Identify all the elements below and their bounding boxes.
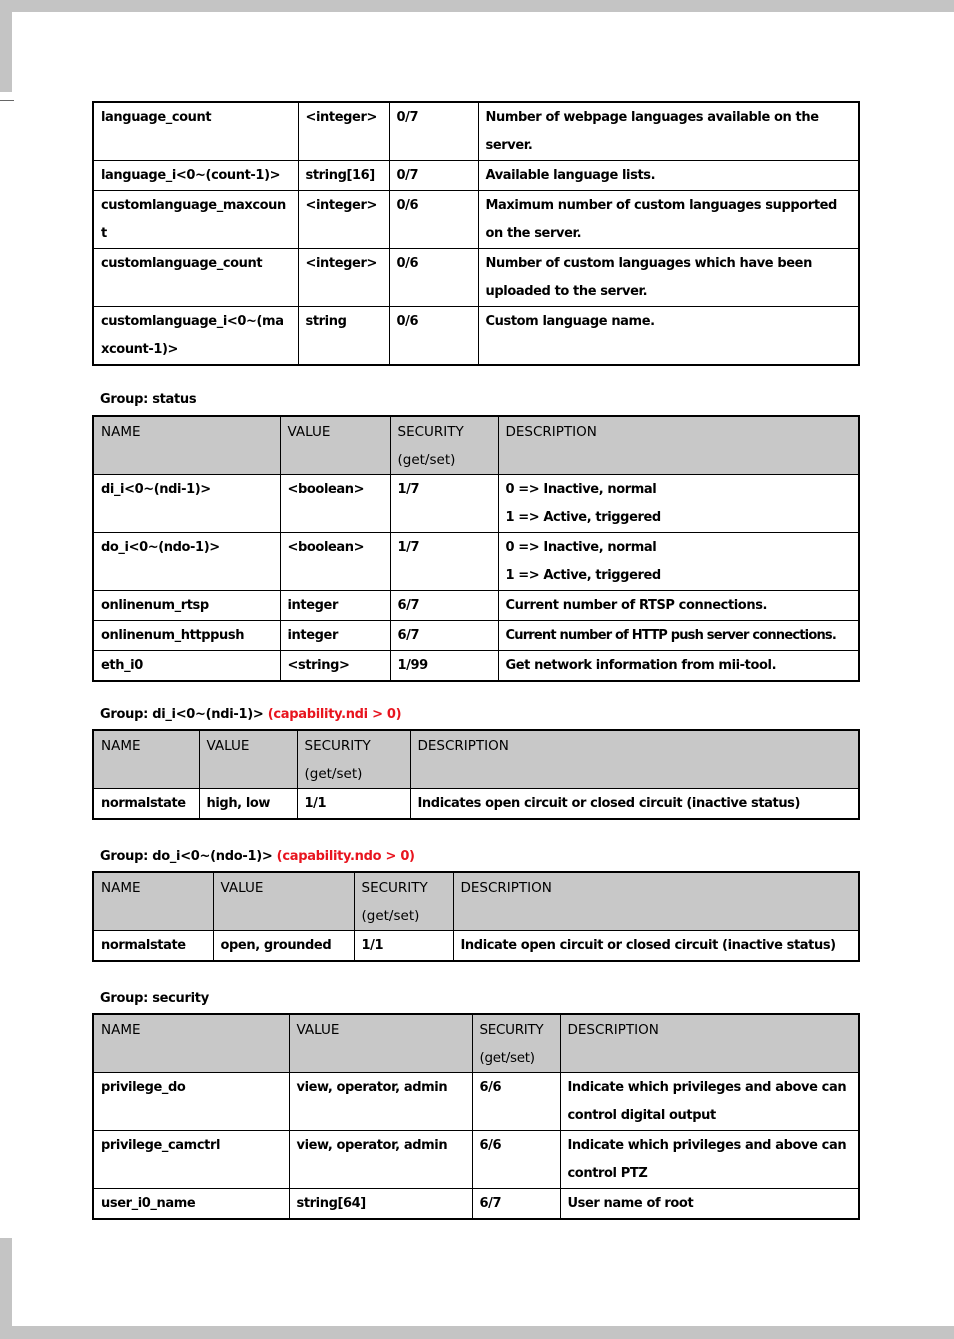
header-name: NAME	[93, 730, 199, 789]
group-do-title	[100, 848, 415, 866]
desc-line: 0 => Inactive, normal	[505, 540, 657, 555]
group-di-capability: (capability.ndi > 0)	[267, 707, 402, 722]
group-status-table	[92, 415, 860, 682]
header-value: VALUE	[213, 872, 354, 931]
group-security-title: Group: security	[100, 991, 209, 1006]
page-frame-left-top	[0, 0, 12, 92]
param-value: open, grounded	[213, 931, 354, 962]
param-security: 1/99	[390, 651, 498, 682]
table-row	[93, 651, 859, 682]
header-security-label: SECURITY	[304, 738, 371, 754]
param-name: onlinenum_rtsp	[93, 591, 280, 621]
page-frame-top	[0, 0, 954, 12]
page-frame-bottom	[0, 1326, 954, 1339]
desc-line: 1 => Active, triggered	[505, 510, 661, 525]
param-security: 6/7	[472, 1189, 560, 1220]
param-description: Get network information from mii-tool.	[498, 651, 859, 682]
table-header-row	[93, 416, 859, 475]
param-name: customlanguage_i<0~(maxcount-1)>	[93, 307, 298, 366]
param-description: Maximum number of custom languages supported on the server.	[478, 191, 859, 249]
param-security: 0/6	[389, 307, 478, 366]
param-security: 0/7	[389, 161, 478, 191]
param-security: 0/7	[389, 102, 478, 161]
param-description	[498, 475, 859, 533]
group-di-title	[100, 706, 401, 724]
table-row	[93, 102, 859, 161]
param-value: <integer>	[298, 102, 389, 161]
param-name: privilege_do	[93, 1073, 289, 1131]
param-security: 6/6	[472, 1073, 560, 1131]
header-value: VALUE	[280, 416, 390, 475]
table-row	[93, 161, 859, 191]
header-security	[472, 1014, 560, 1073]
table-row	[93, 621, 859, 651]
table-row	[93, 533, 859, 591]
param-security: 1/7	[390, 475, 498, 533]
header-security-sub: (get/set)	[479, 1050, 535, 1066]
param-value: string[64]	[289, 1189, 472, 1220]
param-description: Number of custom languages which have been uploaded to the server.	[478, 249, 859, 307]
param-security: 0/6	[389, 191, 478, 249]
param-description: Indicate which privileges and above can control digital output	[560, 1073, 859, 1131]
param-description: Custom language name.	[478, 307, 859, 366]
header-name: NAME	[93, 1014, 289, 1073]
group-status-title: Group: status	[100, 392, 197, 407]
param-name: normalstate	[93, 789, 199, 820]
table-header-row	[93, 1014, 859, 1073]
param-security: 0/6	[389, 249, 478, 307]
param-security: 1/1	[354, 931, 453, 962]
table-row	[93, 475, 859, 533]
param-value: view, operator, admin	[289, 1073, 472, 1131]
param-security: 1/1	[297, 789, 410, 820]
table-row	[93, 191, 859, 249]
header-security-label: SECURITY	[397, 424, 464, 440]
header-description: DESCRIPTION	[498, 416, 859, 475]
group-do-capability: (capability.ndo > 0)	[276, 849, 415, 864]
param-name: do_i<0~(ndo-1)>	[93, 533, 280, 591]
param-security: 6/7	[390, 591, 498, 621]
param-description: User name of root	[560, 1189, 859, 1220]
param-name: privilege_camctrl	[93, 1131, 289, 1189]
param-value: <integer>	[298, 191, 389, 249]
group-do-table	[92, 871, 860, 962]
param-value: <boolean>	[280, 533, 390, 591]
header-security-label: SECURITY	[361, 880, 428, 896]
param-name: user_i0_name	[93, 1189, 289, 1220]
header-value: VALUE	[289, 1014, 472, 1073]
param-security: 1/7	[390, 533, 498, 591]
header-security-sub: (get/set)	[304, 766, 363, 782]
param-value: integer	[280, 591, 390, 621]
param-value: string	[298, 307, 389, 366]
header-security-label: SECURITY	[479, 1022, 544, 1038]
page-frame-tick	[0, 100, 14, 101]
group-security-table	[92, 1013, 860, 1220]
table-row	[93, 931, 859, 962]
table-header-row	[93, 872, 859, 931]
param-description: Current number of HTTP push server connections.	[498, 621, 859, 651]
group-di-name: Group: di_i<0~(ndi-1)>	[100, 707, 264, 722]
header-security	[390, 416, 498, 475]
header-security-sub: (get/set)	[397, 452, 456, 468]
param-value: <string>	[280, 651, 390, 682]
param-description: Number of webpage languages available on the server.	[478, 102, 859, 161]
param-description: Indicate open circuit or closed circuit (inactive status)	[453, 931, 859, 962]
param-name: language_i<0~(count-1)>	[93, 161, 298, 191]
param-value: <integer>	[298, 249, 389, 307]
param-value: string[16]	[298, 161, 389, 191]
header-security-sub: (get/set)	[361, 908, 420, 924]
header-value: VALUE	[199, 730, 297, 789]
desc-line: 1 => Active, triggered	[505, 568, 661, 583]
table-row	[93, 307, 859, 366]
param-description	[498, 533, 859, 591]
param-value: view, operator, admin	[289, 1131, 472, 1189]
page-frame-left-bottom	[0, 1238, 12, 1339]
header-description: DESCRIPTION	[560, 1014, 859, 1073]
param-name: language_count	[93, 102, 298, 161]
table-row	[93, 789, 859, 820]
param-description: Current number of RTSP connections.	[498, 591, 859, 621]
param-value: high, low	[199, 789, 297, 820]
table-row	[93, 1073, 859, 1131]
header-name: NAME	[93, 872, 213, 931]
table-row	[93, 591, 859, 621]
param-security: 6/7	[390, 621, 498, 651]
header-name: NAME	[93, 416, 280, 475]
param-name: eth_i0	[93, 651, 280, 682]
param-value: integer	[280, 621, 390, 651]
table-row	[93, 1189, 859, 1220]
table-row	[93, 249, 859, 307]
table-row	[93, 1131, 859, 1189]
param-value: <boolean>	[280, 475, 390, 533]
param-description: Available language lists.	[478, 161, 859, 191]
header-security	[297, 730, 410, 789]
param-description: Indicates open circuit or closed circuit (inactive status)	[410, 789, 859, 820]
param-name: onlinenum_httppush	[93, 621, 280, 651]
param-description: Indicate which privileges and above can control PTZ	[560, 1131, 859, 1189]
header-description: DESCRIPTION	[410, 730, 859, 789]
param-name: normalstate	[93, 931, 213, 962]
param-name: di_i<0~(ndi-1)>	[93, 475, 280, 533]
param-name: customlanguage_maxcount	[93, 191, 298, 249]
group-do-name: Group: do_i<0~(ndo-1)>	[100, 849, 273, 864]
header-description: DESCRIPTION	[453, 872, 859, 931]
group-di-table	[92, 729, 860, 820]
param-security: 6/6	[472, 1131, 560, 1189]
param-name: customlanguage_count	[93, 249, 298, 307]
desc-line: 0 => Inactive, normal	[505, 482, 657, 497]
header-security	[354, 872, 453, 931]
table-header-row	[93, 730, 859, 789]
continued-parameter-table	[92, 101, 860, 366]
